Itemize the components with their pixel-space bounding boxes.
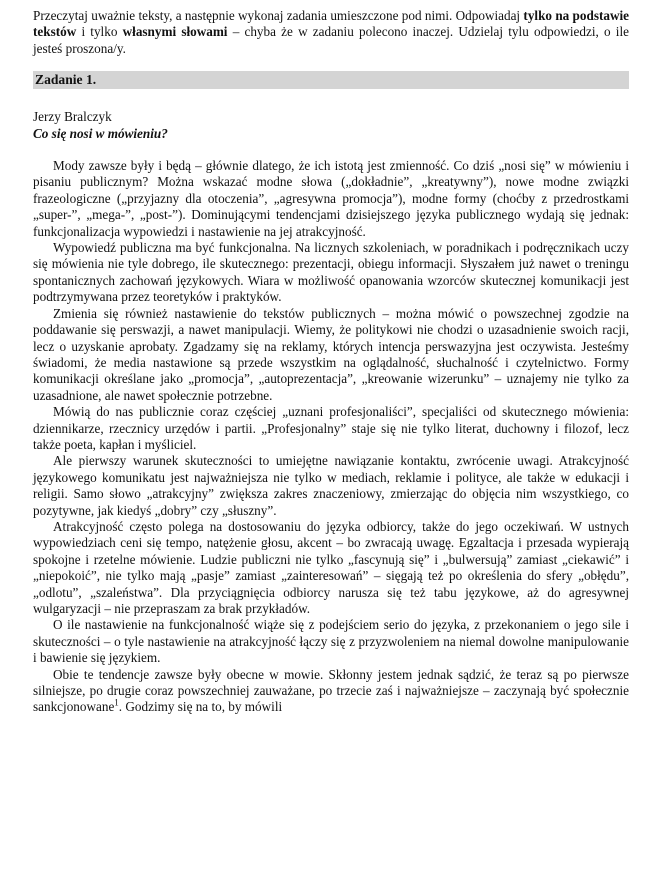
last-paragraph-text: Obie te tendencje zawsze były obecne w mowie. Skłonny jestem jednak sądzić, że teraz są po pierwsze silniejsze, po drugie coraz powszechniej zauważane, po trzecie zaś i najważniejsze – zaczynają być społecznie sankcjonowane xyxy=(33,666,629,715)
instructions-text-3: – chyba że w zadaniu polecono inaczej. Udzielaj tylu odpowiedzi, o ile jesteś proszona/y. xyxy=(33,24,629,56)
instructions-text-1: Przeczytaj uważnie teksty, a następnie wykonaj zadania umieszczone pod nimi. Odpowiadaj xyxy=(33,8,524,23)
article-body xyxy=(33,158,629,716)
instructions-bold-1: tylko na podstawie tekstów xyxy=(33,8,629,40)
article-paragraph: Mody zawsze były i będą – głównie dlatego, że ich istotą jest zmienność. Co dziś „nosi się” w mówieniu i pisaniu publicznym? Można wskazać modne słowa („dokładnie”, „kreatywny”), nowe modne związki frazeologiczne („przyjazny dla otoczenia”, „agresywna promocja”), modne formy (choćby z przedrostkami „super-”, „mega-”, „post-”). Dominującymi tendencjami dzisiejszego języka publicznego wydają się jednak: funkcjonalizacja wypowiedzi i nastawienie na jej atrakcyjność. xyxy=(33,158,629,239)
article-paragraph: O ile nastawienie na funkcjonalność wiąże się z podejściem serio do języka, z przekonaniem o jego sile i skuteczności – o tyle nastawienie na atrakcyjność łączy się z przyzwoleniem na niemal dowolne manipulowanie i bawienie się językiem. xyxy=(33,617,629,666)
instructions xyxy=(33,8,629,57)
task-header xyxy=(33,71,629,89)
article-paragraph: Atrakcyjność często polega na dostosowaniu do języka odbiorcy, także do jego oczekiwań. W ustnych wypowiedziach ceni się tempo, natężenie głosu, akcent – bo zwracają uwagę. Egzaltacja i przesada wypierają spokojne i rzetelne mówienie. Ludzie publiczni nie tylko „fascynują się” i „bulwersują” zamiast „ciekawić” i „niepokoić”, nie tylko mają „pasje” zamiast „zainteresowań” – sięgają też po określenia do sfery „obłędu”, „odlotu”, „szaleństwa”. Dla przyciągnięcia odbiorcy narusza się też tabu językowe, aż do agresywnej wulgaryzacji – nie przepraszam za brak przykładów. xyxy=(33,518,629,616)
exam-page xyxy=(33,8,629,716)
footnote-marker: 1 xyxy=(114,698,119,709)
article-paragraph: Wypowiedź publiczna ma być funkcjonalna. Na licznych szkoleniach, w poradnikach i podręcznikach uczy się mówienia nie tyle dobrego, ile skutecznego: prezentacji, obiegu informacji. Słyszałem już nawet o treningu spontanicznych zachowań językowych. Wiara w możliwość opanowania wzorców skutecznej komunikacji jest podtrzymywana przez teoretyków i praktyków. xyxy=(33,240,629,305)
article-paragraph-last xyxy=(33,667,629,716)
article-paragraph: Ale pierwszy warunek skuteczności to umiejętne nawiązanie kontaktu, zwrócenie uwagi. Atrakcyjność językowego komunikatu jest najważniejsza nie tylko w mediach, reklamie i polityce, ale także w edukacji i religii. Samo słowo „atrakcyjny” zwiększa zakres znaczeniowy, zmierzając do objęcia nim wszystkiego, co pozytywne, jak kiedyś „dobry” czy „słuszny”. xyxy=(33,453,629,518)
article-paragraph: Mówią do nas publicznie coraz częściej „uznani profesjonaliści”, specjaliści od skutecznego mówienia: dziennikarze, rzecznicy urzędów i partii. „Profesjonalny” staje się nie tylko literat, duchowny i filozof, lecz także poeta, kapłan i myśliciel. xyxy=(33,404,629,452)
article-title: Co się nosi w mówieniu? xyxy=(33,125,168,141)
last-paragraph-continuation: . Godzimy się na to, by mówili xyxy=(118,699,283,715)
instructions-bold-2: własnymi słowami xyxy=(122,24,228,40)
article-author: Jerzy Bralczyk xyxy=(33,109,112,125)
article-paragraph: Zmienia się również nastawienie do tekstów publicznych – można mówić o powszechnej zgodzie na poddawanie się perswazji, a nawet manipulacji. Wiemy, że politykowi nie chodzi o uzasadnienie swoich racji, lecz o uzyskanie aprobaty. Zgadzamy się na reklamy, których intencja perswazyjna jest oczywista. Jesteśmy świadomi, że media nastawione są przede wszystkim na oglądalność, słuchalność i czytelnictwo. Formy komunikacji określane jako „promocja”, „autoprezentacja”, „kreowanie wizerunku” – uznajemy nie tylko za uzasadnione, ale nawet społecznie potrzebne. xyxy=(33,305,629,403)
instructions-text-2: i tylko xyxy=(76,24,123,40)
task-label: Zadanie 1. xyxy=(35,72,97,88)
